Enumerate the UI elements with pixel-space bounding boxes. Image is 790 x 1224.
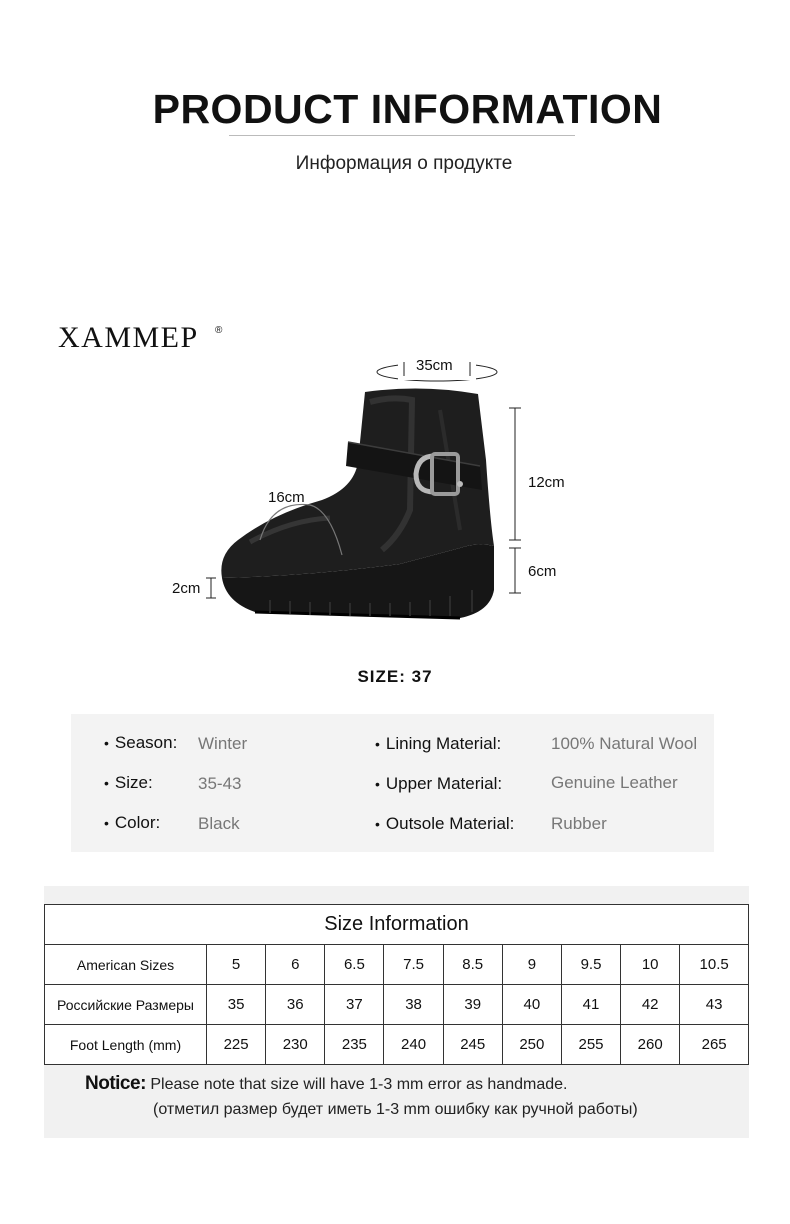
table-header-row — [45, 905, 749, 945]
table-cell: 37 — [325, 985, 384, 1025]
size-table — [44, 904, 749, 1065]
notice-text-ru: (отметил размер будет иметь 1-3 mm ошибку как ручной работы) — [153, 1101, 638, 1118]
table-cell: 10 — [621, 945, 680, 985]
spec-size-label: • Size: — [104, 773, 153, 792]
spec-color-label: • Color: — [104, 813, 161, 832]
size-table-title: Size Information — [45, 905, 749, 945]
table-cell: 245 — [443, 1025, 502, 1065]
table-cell: 260 — [621, 1025, 680, 1065]
table-cell: 40 — [502, 985, 561, 1025]
table-cell: 250 — [502, 1025, 561, 1065]
table-cell: 265 — [680, 1025, 749, 1065]
table-row — [45, 985, 749, 1025]
table-cell: 225 — [207, 1025, 266, 1065]
row-label-foot-length: Foot Length (mm) — [45, 1025, 207, 1065]
table-cell: 42 — [621, 985, 680, 1025]
instep-label: 16cm — [268, 489, 305, 506]
notice-label: Notice: — [85, 1073, 146, 1094]
table-cell: 8.5 — [443, 945, 502, 985]
spec-upper-label: • Upper Material: — [375, 774, 503, 793]
page-title: PRODUCT INFORMATION — [152, 86, 663, 132]
row-label-american: American Sizes — [45, 945, 207, 985]
table-cell: 7.5 — [384, 945, 443, 985]
table-cell: 36 — [266, 985, 325, 1025]
bullet-icon: • — [104, 815, 109, 831]
size-heading: SIZE: 37 — [357, 667, 433, 686]
row-label-russian: Российские Размеры — [45, 985, 207, 1025]
registered-mark: ® — [215, 325, 223, 336]
spec-upper-value: Genuine Leather — [551, 773, 678, 792]
table-cell: 35 — [207, 985, 266, 1025]
spec-lining-value: 100% Natural Wool — [551, 734, 698, 753]
title-divider — [229, 135, 575, 136]
heel-height-label: 6cm — [528, 563, 557, 580]
table-cell: 6.5 — [325, 945, 384, 985]
table-cell: 38 — [384, 985, 443, 1025]
table-cell: 9 — [502, 945, 561, 985]
notice-line — [85, 1073, 567, 1095]
table-cell: 240 — [384, 1025, 443, 1065]
page-subtitle: Информация о продукте — [295, 153, 513, 174]
notice-text: Please note that size will have 1-3 mm error as handmade. — [150, 1076, 568, 1093]
spec-season-value: Winter — [198, 734, 248, 753]
spec-season-label: • Season: — [104, 733, 178, 752]
spec-outsole-value: Rubber — [551, 814, 607, 833]
table-cell: 235 — [325, 1025, 384, 1065]
bullet-icon: • — [375, 816, 380, 832]
bullet-icon: • — [104, 775, 109, 791]
bullet-icon: • — [375, 776, 380, 792]
platform-label: 2cm — [172, 580, 201, 597]
spec-size-value: 35-43 — [198, 774, 242, 793]
table-cell: 9.5 — [561, 945, 620, 985]
brand-logo: XAMMEP — [58, 321, 199, 354]
table-cell: 230 — [266, 1025, 325, 1065]
bullet-icon: • — [375, 736, 380, 752]
table-cell: 43 — [680, 985, 749, 1025]
spec-color-value: Black — [198, 814, 240, 833]
table-cell: 6 — [266, 945, 325, 985]
shaft-height-label: 12cm — [528, 474, 565, 491]
table-cell: 5 — [207, 945, 266, 985]
circumference-label: 35cm — [416, 357, 453, 374]
table-cell: 255 — [561, 1025, 620, 1065]
table-cell: 10.5 — [680, 945, 749, 985]
spec-outsole-label: • Outsole Material: — [375, 814, 515, 833]
table-cell: 41 — [561, 985, 620, 1025]
table-row — [45, 945, 749, 985]
spec-lining-label: • Lining Material: — [375, 734, 502, 753]
bullet-icon: • — [104, 735, 109, 751]
table-row — [45, 1025, 749, 1065]
boot-image — [160, 350, 560, 650]
table-cell: 39 — [443, 985, 502, 1025]
